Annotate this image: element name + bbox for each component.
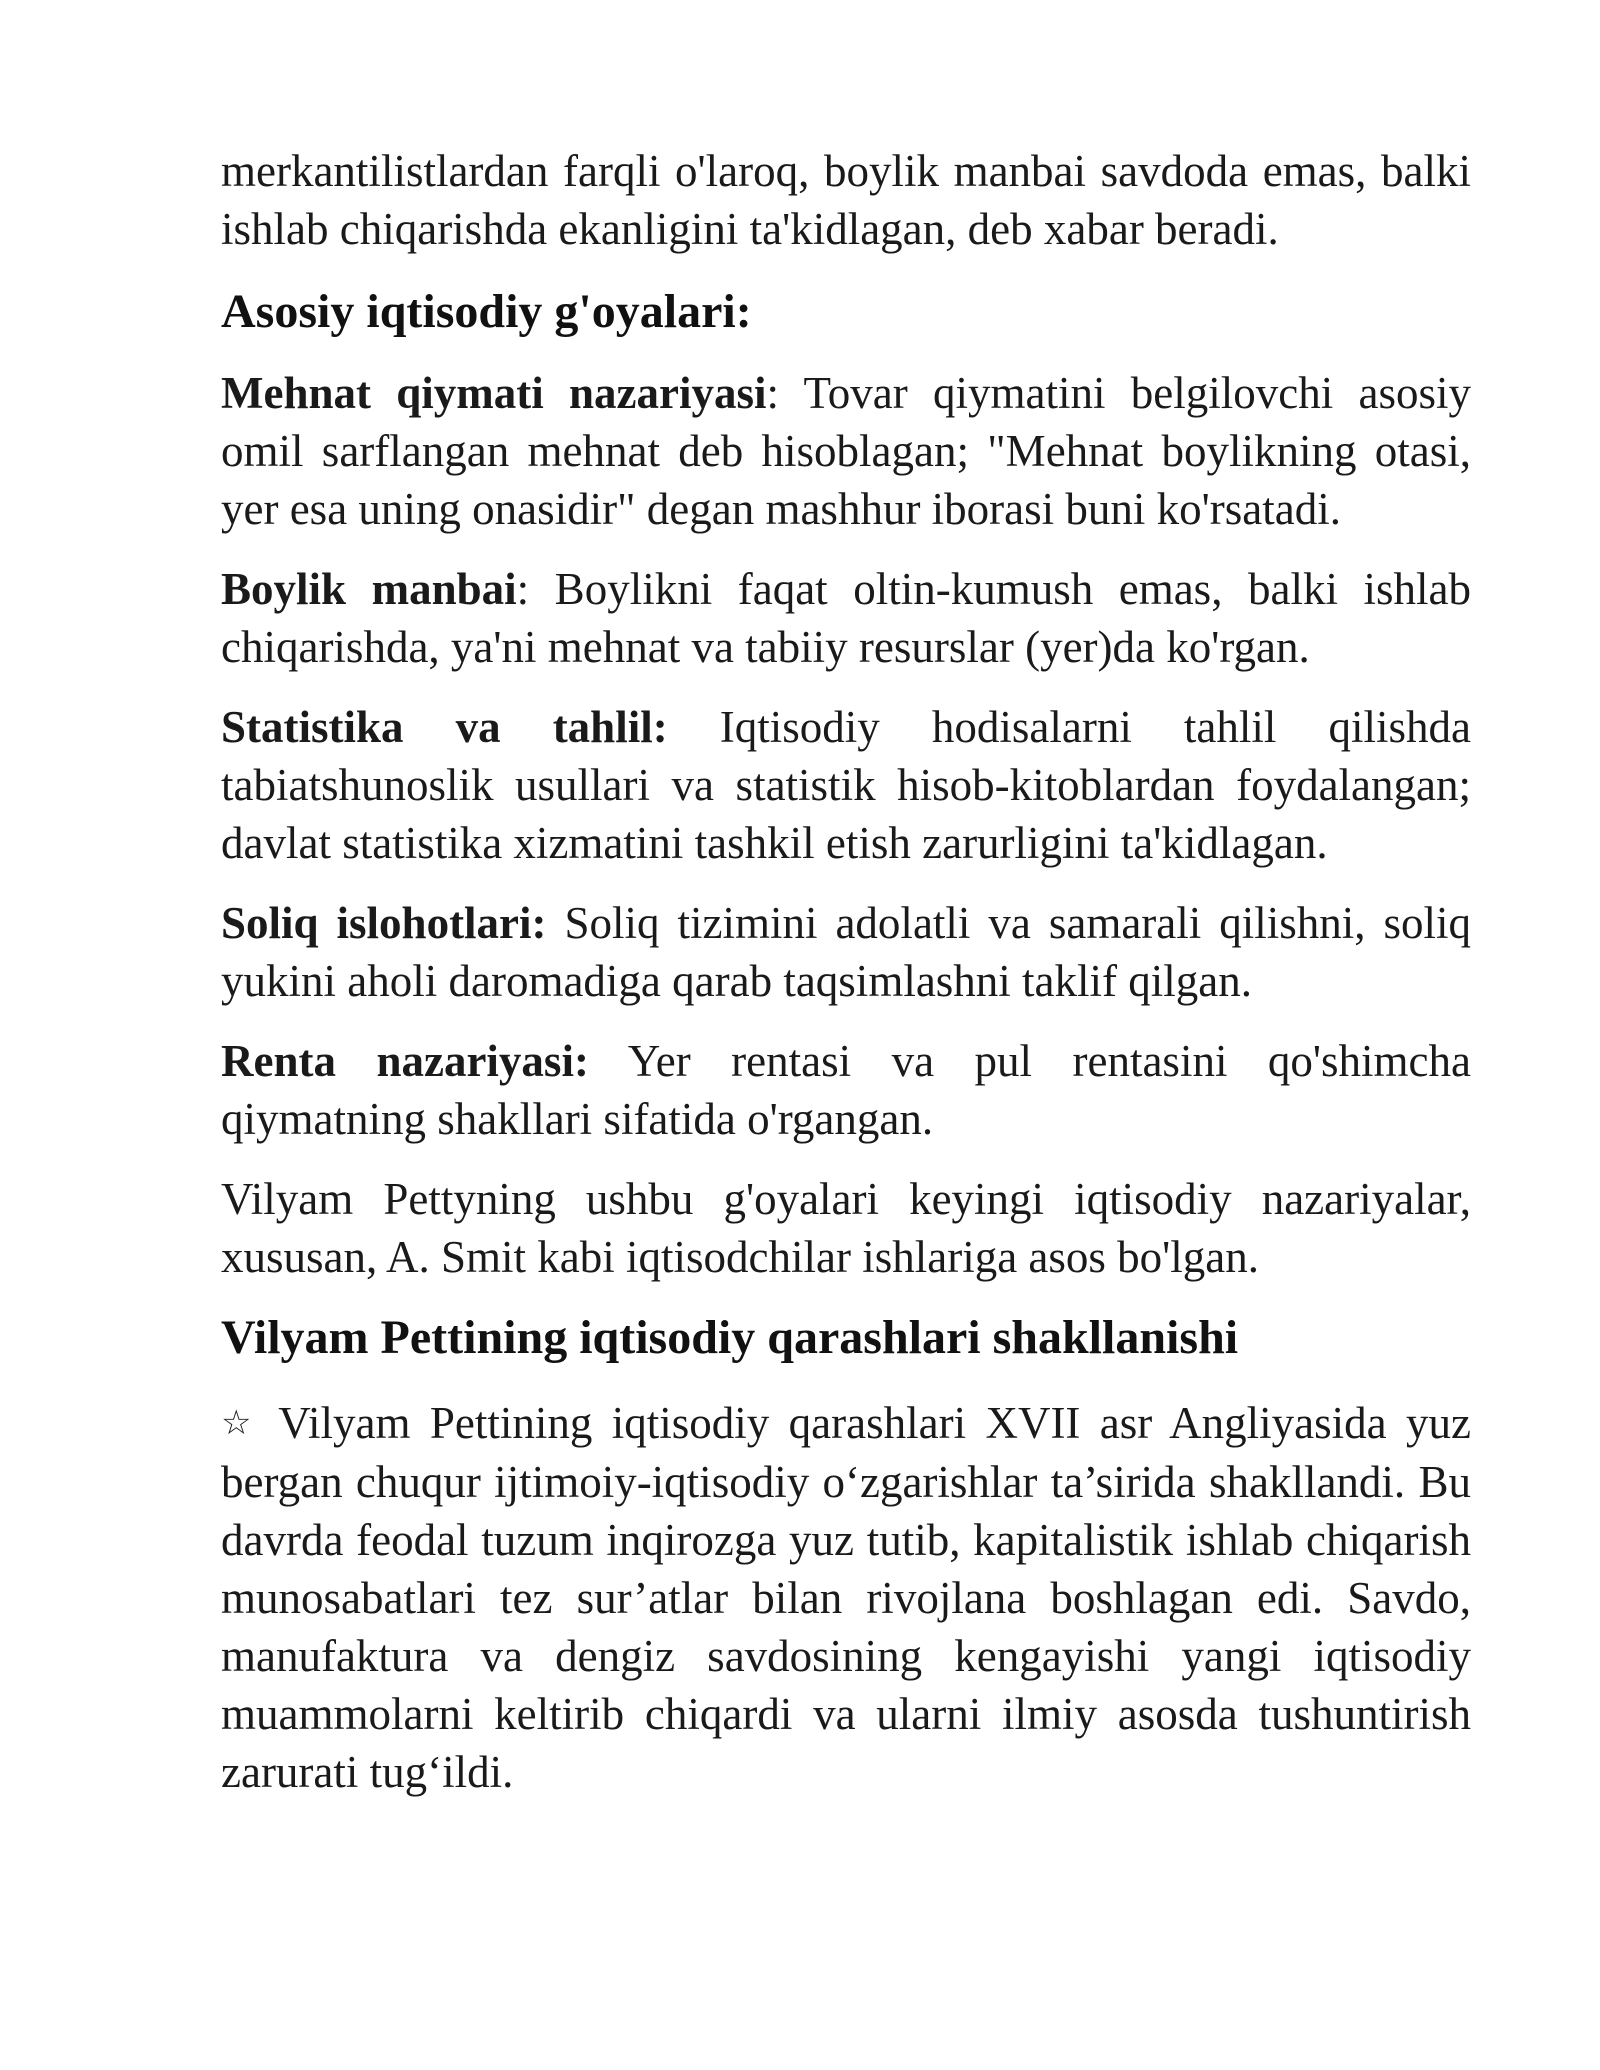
intro-paragraph: merkantilistlardan farqli o'laroq, boylik manbai savdoda emas, balki ishlab chiqarishda ekanligini ta'kidlagan, deb xabar beradi. xyxy=(221,146,1471,254)
idea-term: Statistika va tahlil: xyxy=(221,702,668,752)
idea-paragraph-rent-theory xyxy=(221,1032,1471,1148)
formation-text: Vilyam Pettining iqtisodiy qarashlari XVII asr Angliyasida yuz bergan chuqur ijtimoiy-iqtisodiy o‘zgarishlar ta’sirida shakllandi. Bu davrda feodal tuzum inqirozga yuz tutib, kapitalistik ishlab chiqarish munosabatlari tez sur’atlar bilan rivojlana boshlagan edi. Savdo, manufaktura va dengiz savdosining kengayishi yangi iqtisodiy muammolarni keltirib chiqardi va ularni ilmiy asosda tushuntirish zarurati tug‘ildi. xyxy=(221,1398,1471,1797)
conclusion-paragraph: Vilyam Pettyning ushbu g'oyalari keyingi iqtisodiy nazariyalar, xususan, A. Smit kabi iqtisodchilar ishlariga asos bo'lgan. xyxy=(221,1174,1471,1282)
star-bullet-icon: ☆ xyxy=(221,1405,260,1442)
idea-text: Yer rentasi va pul rentasini qo'shimcha qiymatning shakllari sifatida o'rgangan. xyxy=(221,1036,1471,1144)
idea-paragraph-tax-reform xyxy=(221,894,1471,1010)
heading-economic-ideas: Asosiy iqtisodiy g'oyalari: xyxy=(221,285,752,338)
idea-paragraph-labor-value xyxy=(221,364,1471,538)
idea-term: Boylik manbai xyxy=(221,564,517,614)
idea-text: Tovar qiymatini belgilovchi asosiy omil sarflangan mehnat deb hisoblagan; "Mehnat boylikning otasi, yer esa uning onasidir" degan mashhur iborasi buni ko'rsatadi. xyxy=(221,368,1471,534)
idea-text: Boylikni faqat oltin-kumush emas, balki ishlab chiqarishda, ya'ni mehnat va tabiiy resurslar (yer)da ko'rgan. xyxy=(221,564,1471,672)
formation-paragraph xyxy=(221,1394,1471,1801)
heading-views-formation: Vilyam Pettining iqtisodiy qarashlari shakllanishi xyxy=(221,1311,1239,1364)
idea-paragraph-wealth-source xyxy=(221,560,1471,676)
idea-term: Soliq islohotlari: xyxy=(221,898,547,948)
idea-term: Mehnat qiymati nazariyasi xyxy=(221,368,767,418)
idea-text: Iqtisodiy hodisalarni tahlil qilishda tabiatshunoslik usullari va statistik hisob-kitoblardan foydalangan; davlat statistika xizmatini tashkil etish zarurligini ta'kidlagan. xyxy=(221,702,1471,868)
document-page xyxy=(221,142,1471,1801)
idea-text: Soliq tizimini adolatli va samarali qilishni, soliq yukini aholi daromadiga qarab taqsimlashni taklif qilgan. xyxy=(221,898,1471,1006)
idea-separator: : xyxy=(766,368,780,418)
idea-term: Renta nazariyasi: xyxy=(221,1036,589,1086)
idea-paragraph-statistics xyxy=(221,698,1471,872)
idea-separator: : xyxy=(516,564,530,614)
